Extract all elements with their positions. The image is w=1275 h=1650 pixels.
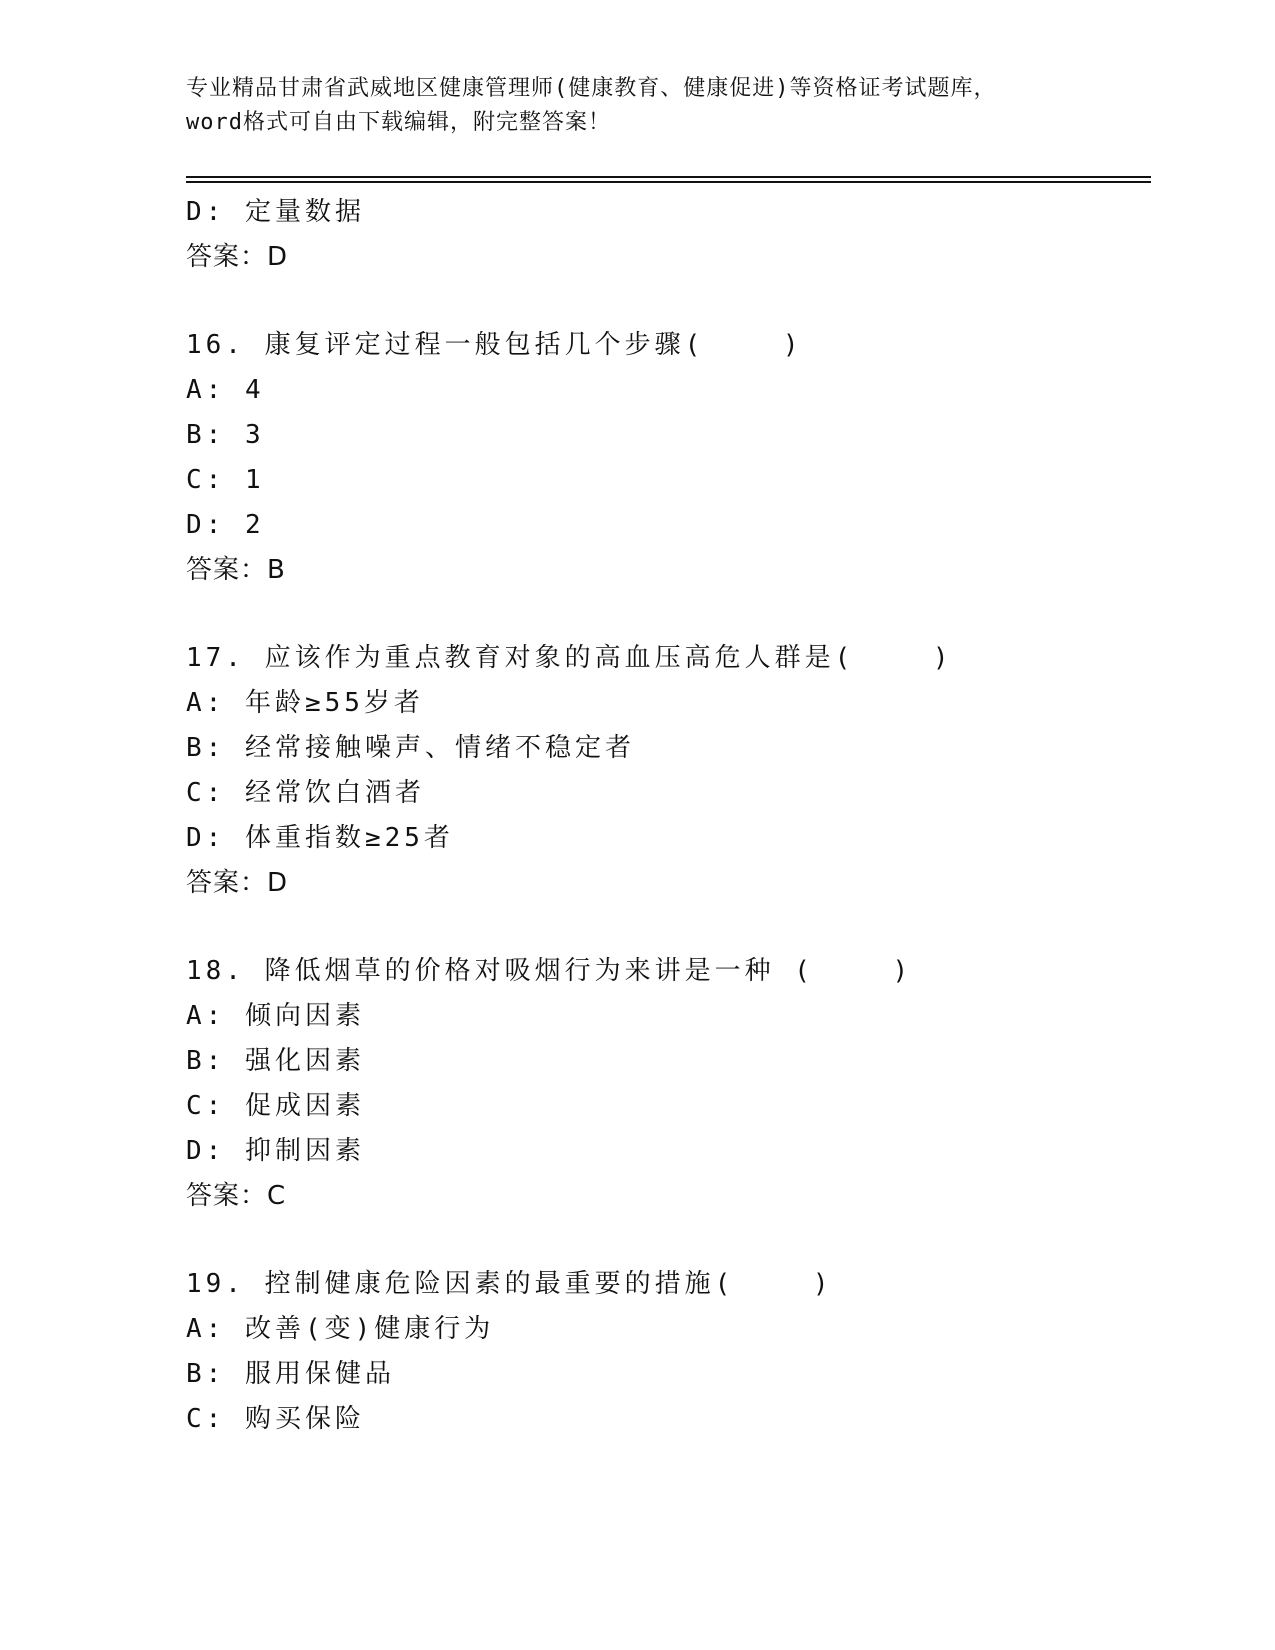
- header-divider-bottom: [186, 181, 1151, 183]
- question-title: 18. 降低烟草的价格对吸烟行为来讲是一种 ( ): [186, 956, 913, 986]
- option-d: D: 2: [186, 510, 265, 540]
- spacer: [186, 906, 1151, 949]
- answer-label: 答案：B: [186, 555, 286, 585]
- option-b: B: 3: [186, 420, 265, 450]
- question-18: [186, 949, 1151, 1219]
- spacer: [186, 1219, 1151, 1262]
- option-a: A: 倾向因素: [186, 1001, 365, 1031]
- question-17: [186, 636, 1151, 906]
- answer-label: 答案：C: [186, 1181, 287, 1211]
- header-line-2: word格式可自由下载编辑，附完整答案！: [186, 110, 611, 135]
- spacer: [186, 280, 1151, 323]
- answer-label: 答案：D: [186, 242, 289, 272]
- option-c: C: 经常饮白酒者: [186, 778, 425, 808]
- header-line-1: 专业精品甘肃省武威地区健康管理师(健康教育、健康促进)等资格证考试题库，: [186, 76, 997, 101]
- spacer: [186, 593, 1151, 636]
- option-c: C: 促成因素: [186, 1091, 365, 1121]
- question-title: 19. 控制健康危险因素的最重要的措施( ): [186, 1269, 833, 1299]
- option-d: D: 体重指数≥25者: [186, 823, 454, 853]
- header-divider-top: [186, 176, 1151, 178]
- option-b: B: 服用保健品: [186, 1359, 395, 1389]
- option-a: A: 改善(变)健康行为: [186, 1314, 495, 1344]
- option-c: C: 购买保险: [186, 1404, 365, 1434]
- question-19: [186, 1262, 1151, 1442]
- option-b: B: 强化因素: [186, 1046, 365, 1076]
- page-header: [186, 72, 1086, 140]
- option-a: A: 年龄≥55岁者: [186, 688, 424, 718]
- option-b: B: 经常接触噪声、情绪不稳定者: [186, 733, 635, 763]
- question-title: 16. 康复评定过程一般包括几个步骤( ): [186, 330, 803, 360]
- question-16: [186, 323, 1151, 593]
- question-title: 17. 应该作为重点教育对象的高血压高危人群是( ): [186, 643, 953, 673]
- option-a: A: 4: [186, 375, 265, 405]
- question-list: [186, 190, 1151, 1442]
- option-c: C: 1: [186, 465, 265, 495]
- option-d: D: 定量数据: [186, 197, 365, 227]
- answer-label: 答案：D: [186, 868, 289, 898]
- option-d: D: 抑制因素: [186, 1136, 365, 1166]
